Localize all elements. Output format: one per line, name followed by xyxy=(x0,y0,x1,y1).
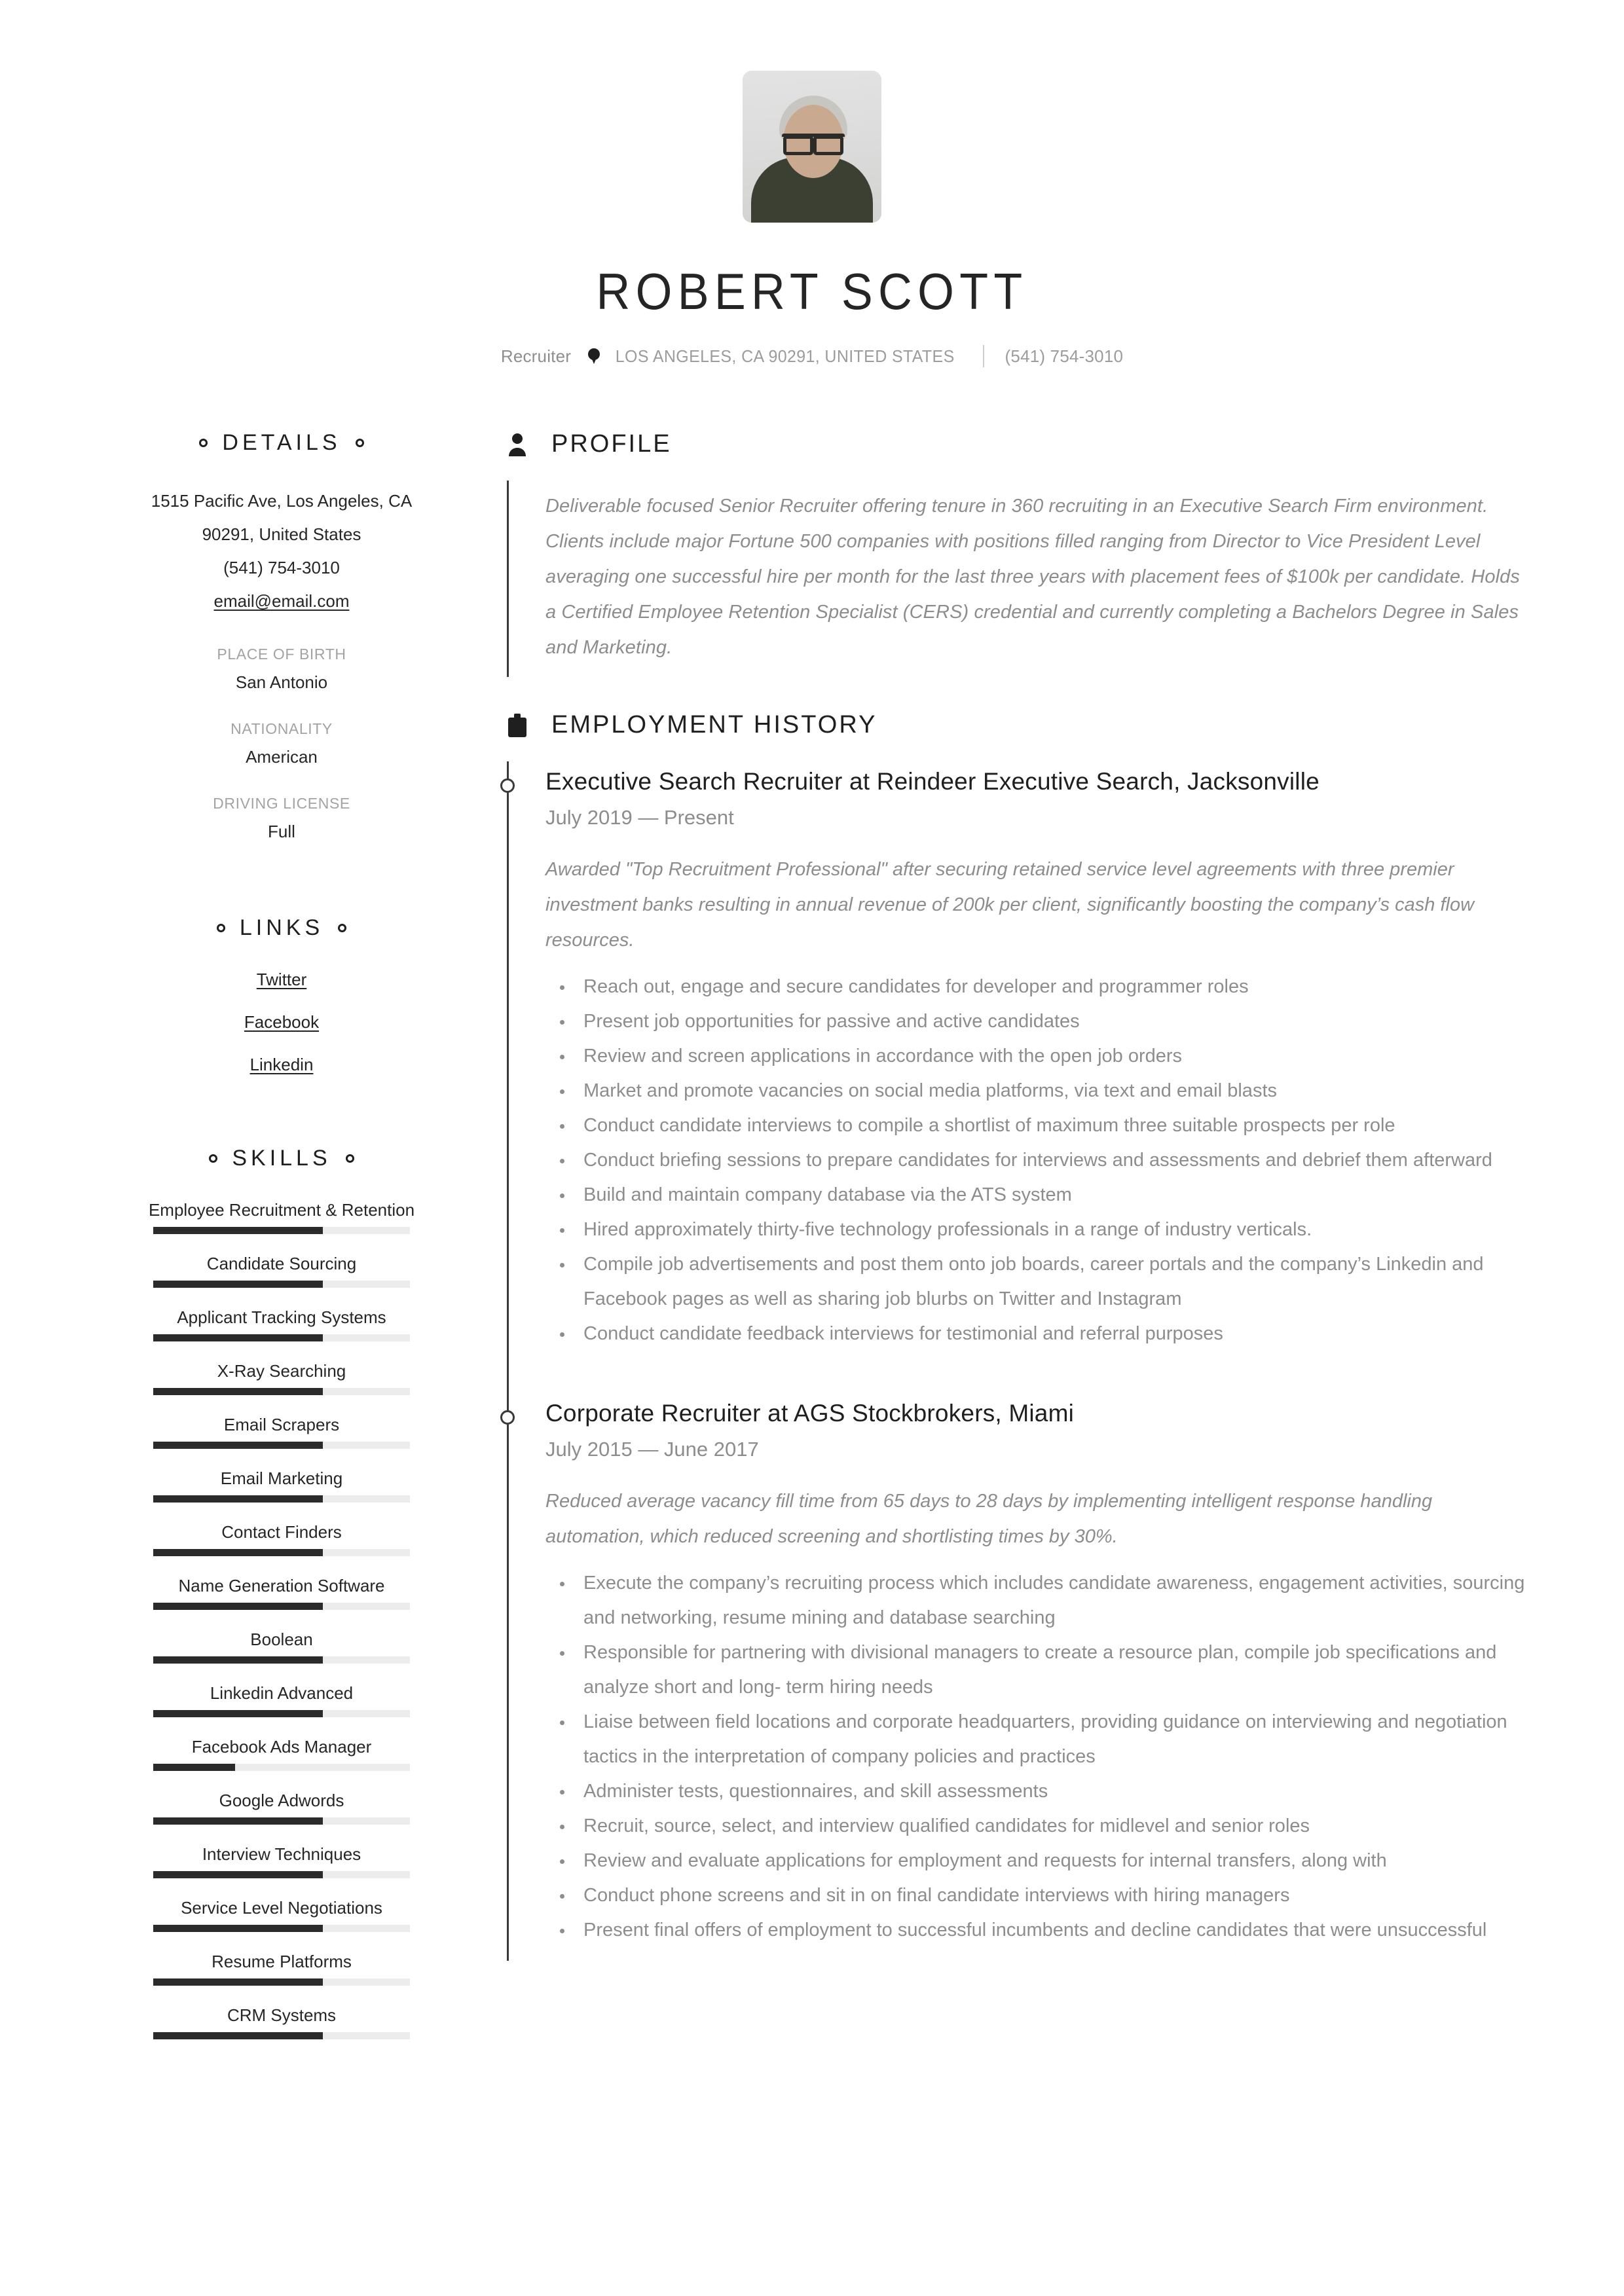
job-dates: July 2019 — Present xyxy=(545,806,734,829)
profile-text: Deliverable focused Senior Recruiter offering tenure in 360 recruiting in an Executive Search Firm environment. Clients include major Fortune 500 companies with positions filled ranging from Director to Vice President Level averaging one successful hire per month for the last three years with placement fees of $100k per candidate. Holds a Certified Employee Retention Specialist (CERS) credential and currently completing a Bachelors Degree in Sales and Marketing. xyxy=(545,496,1521,658)
circle-bullet-icon xyxy=(356,439,364,447)
job-bullet-item: Hired approximately thirty-five technology professionals in a range of industry verticals. xyxy=(545,1212,1526,1247)
job-title: Executive Search Recruiter at Reindeer Executive Search, Jacksonville xyxy=(545,768,1320,795)
details-heading-label: DETAILS xyxy=(222,430,341,455)
person-icon xyxy=(506,431,529,458)
job-bullet-item: Liaise between field locations and corporate headquarters, providing guidance on interviewing and negotiation tactics in the interpretation of company policies and practices xyxy=(545,1705,1526,1774)
detail-phone: (541) 754-3010 xyxy=(223,558,340,577)
location-pin-icon xyxy=(588,348,600,365)
skill-name: Candidate Sourcing xyxy=(206,1254,357,1273)
header-location: LOS ANGELES, CA 90291, UNITED STATES xyxy=(615,346,955,366)
job-summary: Reduced average vacancy fill time from 65 days to 28 days by implementing intelligent response handling automation, which reduced screening and shortlisting times by 30%. xyxy=(545,1491,1433,1547)
skill-name: Interview Techniques xyxy=(202,1844,361,1864)
skill-level-bar xyxy=(153,1656,410,1664)
details-heading xyxy=(98,430,465,456)
skill-level-fill xyxy=(153,1656,323,1664)
main-column xyxy=(465,430,1526,1961)
skill-level-fill xyxy=(153,1871,323,1878)
job-bullet-item: Administer tests, questionnaires, and skill assessments xyxy=(545,1774,1526,1809)
skill-level-bar xyxy=(153,1603,410,1610)
skill-level-fill xyxy=(153,2032,323,2039)
skills-heading xyxy=(98,1146,465,1171)
circle-bullet-icon xyxy=(338,924,346,932)
timeline-marker-icon xyxy=(500,778,515,793)
job-bullet-item: Review and screen applications in accordance with the open job orders xyxy=(545,1039,1526,1074)
skill-level-bar xyxy=(153,1764,410,1771)
email-link[interactable]: email@email.com xyxy=(213,591,350,611)
link-item[interactable]: Facebook xyxy=(244,1012,320,1032)
skill-level-fill xyxy=(153,1710,323,1717)
skills-list xyxy=(98,1200,465,2039)
nationality-field xyxy=(98,720,465,767)
skill-level-fill xyxy=(153,1495,323,1503)
header-phone: (541) 754-3010 xyxy=(1005,346,1124,366)
job-bullet-item: Execute the company’s recruiting process which includes candidate awareness, engagement activities, sourcing and networking, resume mining and database searching xyxy=(545,1566,1526,1635)
employment-entry xyxy=(545,768,1526,1351)
skill-row xyxy=(98,1576,465,1610)
skill-name: Linkedin Advanced xyxy=(210,1683,354,1703)
job-bullet-item: Conduct briefing sessions to prepare candidates for interviews and assessments and debrief them afterward xyxy=(545,1143,1526,1178)
job-bullet-item: Reach out, engage and secure candidates for developer and programmer roles xyxy=(545,970,1526,1004)
link-item[interactable]: Linkedin xyxy=(249,1055,314,1074)
job-bullet-item: Present job opportunities for passive and active candidates xyxy=(545,1004,1526,1039)
skill-level-fill xyxy=(153,1603,323,1610)
links-list xyxy=(98,970,465,1075)
skill-level-fill xyxy=(153,1227,323,1234)
nationality-value: American xyxy=(246,747,318,767)
skill-row xyxy=(98,1898,465,1932)
skill-row xyxy=(98,1307,465,1341)
profile-section xyxy=(506,430,1526,677)
header-contact-line xyxy=(98,345,1526,367)
job-bullet-item: Build and maintain company database via the ATS system xyxy=(545,1178,1526,1212)
skill-level-bar xyxy=(153,1925,410,1932)
resume-content xyxy=(98,430,1526,2059)
skill-name: X-Ray Searching xyxy=(217,1361,346,1381)
job-bullet-item: Review and evaluate applications for employment and requests for internal transfers, along with xyxy=(545,1844,1526,1878)
place-of-birth-value: San Antonio xyxy=(235,672,328,692)
skill-name: Boolean xyxy=(250,1630,313,1649)
skill-name: Facebook Ads Manager xyxy=(191,1737,372,1757)
job-bullet-item: Conduct candidate feedback interviews for testimonial and referral purposes xyxy=(545,1317,1526,1351)
job-bullet-item: Conduct phone screens and sit in on final candidate interviews with hiring managers xyxy=(545,1878,1526,1913)
skill-level-bar xyxy=(153,1388,410,1395)
sidebar xyxy=(98,430,465,2059)
job-bullet-item: Responsible for partnering with divisional managers to create a resource plan, compile job specifications and analyze short and long- term hiring needs xyxy=(545,1635,1526,1705)
employment-section xyxy=(506,711,1526,1961)
divider xyxy=(983,345,984,367)
job-bullet-item: Present final offers of employment to successful incumbents and decline candidates that were unsuccessful xyxy=(545,1913,1526,1948)
circle-bullet-icon xyxy=(199,439,208,447)
glasses-icon xyxy=(782,134,845,147)
link-item[interactable]: Twitter xyxy=(256,970,307,989)
skill-row xyxy=(98,1737,465,1771)
skill-level-bar xyxy=(153,1334,410,1341)
skill-name: Contact Finders xyxy=(221,1522,342,1542)
timeline-marker-icon xyxy=(500,1410,515,1425)
skills-section xyxy=(98,1146,465,2039)
employment-entry xyxy=(545,1400,1526,1948)
skill-name: Service Level Negotiations xyxy=(181,1898,382,1918)
skill-level-bar xyxy=(153,1817,410,1825)
job-bullet-item: Market and promote vacancies on social media platforms, via text and email blasts xyxy=(545,1074,1526,1108)
driving-license-value: Full xyxy=(268,822,295,841)
skill-level-fill xyxy=(153,1549,323,1556)
links-heading-label: LINKS xyxy=(239,915,324,940)
resume-header xyxy=(98,0,1526,367)
skill-level-fill xyxy=(153,1334,323,1341)
avatar-photo xyxy=(743,71,881,223)
skill-level-fill xyxy=(153,1388,323,1395)
avatar xyxy=(743,71,881,223)
place-of-birth-field xyxy=(98,646,465,693)
driving-license-field xyxy=(98,795,465,842)
skill-row xyxy=(98,1361,465,1395)
skill-name: Name Generation Software xyxy=(178,1576,385,1595)
job-bullet-item: Recruit, source, select, and interview qualified candidates for midlevel and senior roles xyxy=(545,1809,1526,1844)
skill-row xyxy=(98,1254,465,1288)
nationality-label: NATIONALITY xyxy=(231,720,333,737)
skill-level-bar xyxy=(153,1549,410,1556)
job-bullet-item: Conduct candidate interviews to compile a shortlist of maximum three suitable prospects per role xyxy=(545,1108,1526,1143)
skill-level-bar xyxy=(153,1495,410,1503)
job-title: Corporate Recruiter at AGS Stockbrokers, Miami xyxy=(545,1400,1075,1427)
skill-row xyxy=(98,1522,465,1556)
job-dates: July 2015 — June 2017 xyxy=(545,1438,759,1461)
skill-name: Resume Platforms xyxy=(212,1952,352,1971)
skill-row xyxy=(98,1791,465,1825)
skill-row xyxy=(98,1468,465,1503)
skill-level-fill xyxy=(153,1925,323,1932)
job-role-label: Recruiter xyxy=(500,346,572,366)
details-section xyxy=(98,430,465,842)
skill-name: CRM Systems xyxy=(227,2005,337,2025)
skill-level-bar xyxy=(153,1442,410,1449)
address-line-2: 90291, United States xyxy=(202,524,361,544)
links-heading xyxy=(98,915,465,941)
skill-row xyxy=(98,1630,465,1664)
circle-bullet-icon xyxy=(346,1154,354,1163)
skill-level-bar xyxy=(153,1710,410,1717)
links-section xyxy=(98,915,465,1075)
driving-license-label: DRIVING LICENSE xyxy=(213,795,350,812)
job-bullet-list xyxy=(545,1566,1526,1948)
skill-row xyxy=(98,1952,465,1986)
skill-name: Employee Recruitment & Retention xyxy=(148,1200,415,1220)
skill-level-fill xyxy=(153,1764,235,1771)
skill-name: Google Adwords xyxy=(219,1791,344,1810)
skill-name: Email Scrapers xyxy=(223,1415,340,1434)
employment-timeline xyxy=(507,761,1526,1961)
skill-row xyxy=(98,1844,465,1878)
circle-bullet-icon xyxy=(217,924,225,932)
employment-heading xyxy=(506,711,1526,739)
skill-level-bar xyxy=(153,1871,410,1878)
skill-level-fill xyxy=(153,1978,323,1986)
skill-row xyxy=(98,1683,465,1717)
profile-heading-label: PROFILE xyxy=(551,430,672,458)
skill-level-bar xyxy=(153,1978,410,1986)
circle-bullet-icon xyxy=(209,1154,217,1163)
skill-level-bar xyxy=(153,1281,410,1288)
skills-heading-label: SKILLS xyxy=(232,1146,331,1171)
skill-level-fill xyxy=(153,1442,323,1449)
skill-level-bar xyxy=(153,2032,410,2039)
skill-level-bar xyxy=(153,1227,410,1234)
place-of-birth-label: PLACE OF BIRTH xyxy=(217,646,346,663)
profile-body xyxy=(507,481,1526,677)
skill-level-fill xyxy=(153,1817,323,1825)
page-title: ROBERT SCOTT xyxy=(596,263,1028,320)
briefcase-icon xyxy=(506,712,529,738)
profile-heading xyxy=(506,430,1526,458)
job-bullet-item: Compile job advertisements and post them onto job boards, career portals and the company’s Linkedin and Facebook pages as well as sharing job blurbs on Twitter and Instagram xyxy=(545,1247,1526,1317)
skill-name: Applicant Tracking Systems xyxy=(177,1307,386,1327)
skill-name: Email Marketing xyxy=(220,1468,343,1488)
address-line-1: 1515 Pacific Ave, Los Angeles, CA xyxy=(151,491,413,511)
employment-heading-label: EMPLOYMENT HISTORY xyxy=(551,711,877,738)
job-summary: Awarded "Top Recruitment Professional" after securing retained service level agreements with three premier investment banks resulting in annual revenue of 200k per client, significantly boosting the company’s cash flow resources. xyxy=(545,859,1475,951)
skill-row xyxy=(98,1200,465,1234)
skill-row xyxy=(98,2005,465,2039)
skill-level-fill xyxy=(153,1281,323,1288)
skill-row xyxy=(98,1415,465,1449)
job-bullet-list xyxy=(545,970,1526,1351)
